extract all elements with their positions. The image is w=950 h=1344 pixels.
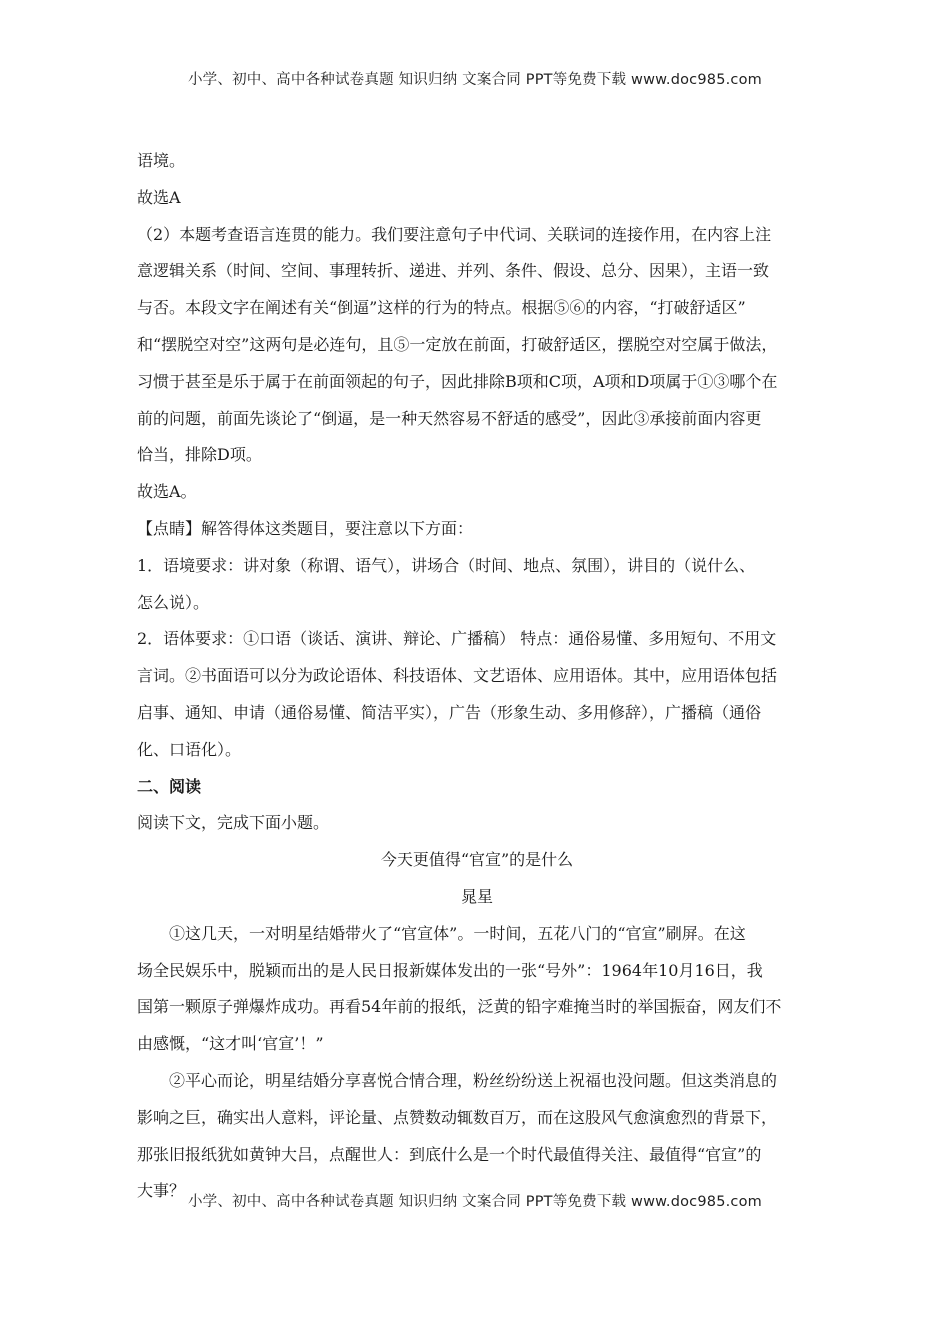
article-line: 场全民娱乐中，脱颖而出的是人民日报新媒体发出的一张“号外”：1964年10月16日，我	[137, 960, 763, 980]
body-line: 怎么说）。	[137, 592, 210, 612]
article-line: 那张旧报纸犹如黄钟大吕，点醒世人：到底什么是一个时代最值得关注、最值得“官宣”的	[137, 1144, 762, 1164]
section-instruction: 阅读下文，完成下面小题。	[137, 813, 330, 833]
body-line: 2．语体要求：①口语（谈话、演讲、辩论、广播稿） 特点：通俗易懂、多用短句、不用文	[137, 629, 777, 649]
article-line: 由感慨，“这才叫‘官宣’！”	[137, 1034, 324, 1054]
body-line: 启事、通知、申请（通俗易懂、简洁平实），广告（形象生动、多用修辞），广播稿（通俗	[137, 702, 762, 722]
body-line: 故选A。	[137, 482, 197, 502]
article-line: ②平心而论，明星结婚分享喜悦合情合理，粉丝纷纷送上祝福也没问题。但这类消息的	[169, 1070, 778, 1090]
article-author: 晁星	[460, 886, 493, 906]
body-line: 1．语境要求：讲对象（称谓、语气），讲场合（时间、地点、氛围），讲目的（说什么、	[137, 555, 756, 575]
article-line: 国第一颗原子弹爆炸成功。再看54年前的报纸，泛黄的铅字难掩当时的举国振奋，网友们不	[137, 997, 782, 1017]
body-line: 恰当，排除D项。	[137, 445, 262, 465]
article-title: 今天更值得“官宣”的是什么	[380, 850, 574, 870]
body-line: 和“摆脱空对空”这两句是必连句，且⑤一定放在前面，打破舒适区，摆脱空对空属于做法，	[137, 334, 778, 354]
body-line: 与否。本段文字在阐述有关“倒逼”这样的行为的特点。根据⑤⑥的内容，“打破舒适区”	[137, 298, 746, 318]
body-line: 前的问题，前面先谈论了“倒逼，是一种天然容易不舒适的感受”，因此③承接前面内容更	[137, 408, 762, 428]
document-body	[137, 143, 817, 1210]
article-line: ①这几天，一对明星结婚带火了“官宣体”。一时间，五花八门的“官宣”刷屏。在这	[169, 923, 746, 943]
body-line: 言词。②书面语可以分为政论语体、科技语体、文艺语体、应用语体。其中，应用语体包括	[137, 666, 778, 686]
body-line: 故选A	[137, 187, 181, 207]
article-line: 大事？	[137, 1181, 186, 1201]
body-line: 化、口语化）。	[137, 739, 242, 759]
body-line: 意逻辑关系（时间、空间、事理转折、递进、并列、条件、假设、总分、因果），主语一致	[137, 261, 770, 281]
body-line: 习惯于甚至是乐于属于在前面领起的句子，因此排除B项和C项，A项和D项属于①③哪个在	[137, 371, 778, 391]
page-header: 小学、初中、高中各种试卷真题 知识归纳 文案合同 PPT等免费下载 www.doc985.com	[187, 72, 763, 88]
article-line: 影响之巨，确实出人意料，评论量、点赞数动辄数百万，而在这股风气愈演愈烈的背景下，	[137, 1107, 778, 1127]
body-line: （2）本题考查语言连贯的能力。我们要注意句子中代词、关联词的连接作用，在内容上注	[137, 224, 772, 244]
page-footer: 小学、初中、高中各种试卷真题 知识归纳 文案合同 PPT等免费下载 www.doc985.com	[187, 1194, 763, 1210]
section-heading: 二、阅读	[137, 776, 202, 796]
body-line: 【点睛】解答得体这类题目，要注意以下方面：	[137, 518, 474, 538]
body-line: 语境。	[137, 151, 186, 170]
